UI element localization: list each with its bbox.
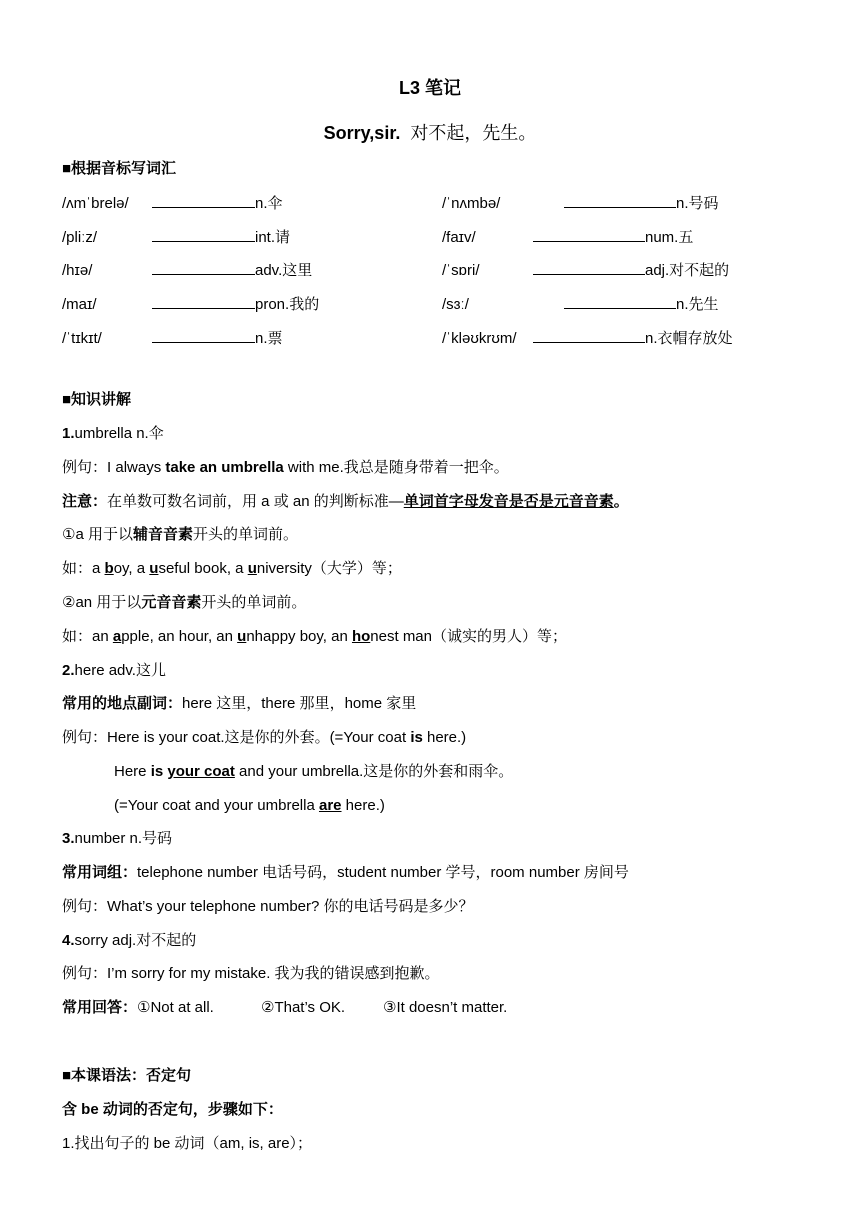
grammar-step-1: 1.找出句子的 be 动词（am, is, are）； — [62, 1135, 313, 1152]
vocab-item: /pliːz/ int.请 — [62, 226, 290, 248]
point-3-example: 例句：What’s your telephone number? 你的电话号码是多少？ — [62, 898, 474, 915]
point-1-rule-a: ①a 用于以辅音音素开头的单词前。 — [62, 526, 298, 543]
point-1-title: 1.umbrella n.伞 — [62, 425, 164, 442]
vocab-item: /hɪə/ adv.这里 — [62, 259, 312, 281]
vocab-item: /maɪ/ pron.我的 — [62, 293, 319, 315]
vocab-item: /ˈsɒri/ adj.对不起的 — [442, 259, 729, 281]
grammar-heading: ■本课语法：否定句 — [62, 1067, 192, 1084]
point-3-title: 3.number n.号码 — [62, 830, 173, 847]
point-1-rule-an: ②an 用于以元音音素开头的单词前。 — [62, 594, 307, 611]
point-1-example: 例句：I always take an umbrella with me.我总是随身带着一把伞。 — [62, 459, 509, 476]
point-2-example-2: Here is your coat and your umbrella.这是你的外套和雨伞。 — [114, 763, 514, 780]
point-4-title: 4.sorry adj.对不起的 — [62, 932, 197, 949]
vocab-item: /faɪv/ num.五 — [442, 226, 693, 248]
page-title: L3 笔记 — [398, 78, 461, 98]
page-subtitle: Sorry,sir. 对不起，先生。 — [323, 123, 537, 143]
point-1-rule-a-examples: 如：a boy, a useful book, a university（大学）等； — [62, 560, 402, 577]
point-2-adverbs: 常用的地点副词：here 这里，there 那里，home 家里 — [62, 695, 417, 712]
vocab-item: /ˈtɪkɪt/ n.票 — [62, 327, 283, 349]
knowledge-heading: ■知识讲解 — [62, 391, 132, 408]
vocab-item: /ˈnʌmbə/ n.号码 — [442, 192, 719, 214]
grammar-subheading: 含 be 动词的否定句，步骤如下： — [62, 1101, 283, 1118]
point-2-title: 2.here adv.这儿 — [62, 662, 166, 679]
point-1-note: 注意：在单数可数名词前，用 a 或 an 的判断标准—单词首字母发音是否是元音音素。 — [62, 493, 629, 510]
point-2-example-3: (=Your coat and your umbrella are here.) — [114, 797, 385, 814]
vocab-item: /ˈkləʊkrʊm/ n.衣帽存放处 — [442, 327, 733, 349]
point-4-example: 例句：I’m sorry for my mistake. 我为我的错误感到抱歉。 — [62, 965, 440, 982]
point-3-phrases: 常用词组：telephone number 电话号码，student number 学号，room number 房间号 — [62, 864, 629, 881]
vocab-heading: ■根据音标写词汇 — [62, 160, 177, 177]
point-1-rule-an-examples: 如：an apple, an hour, an unhappy boy, an honest man（诚实的男人）等； — [62, 628, 567, 645]
vocab-item: /ʌmˈbrelə/ n.伞 — [62, 192, 283, 214]
point-4-answers: 常用回答：①Not at all. ②That’s OK. ③It doesn’t matter. — [62, 999, 508, 1016]
point-2-example-1: 例句：Here is your coat.这是你的外套。(=Your coat is here.) — [62, 729, 467, 746]
vocab-item: /sɜː/ n.先生 — [442, 293, 719, 315]
